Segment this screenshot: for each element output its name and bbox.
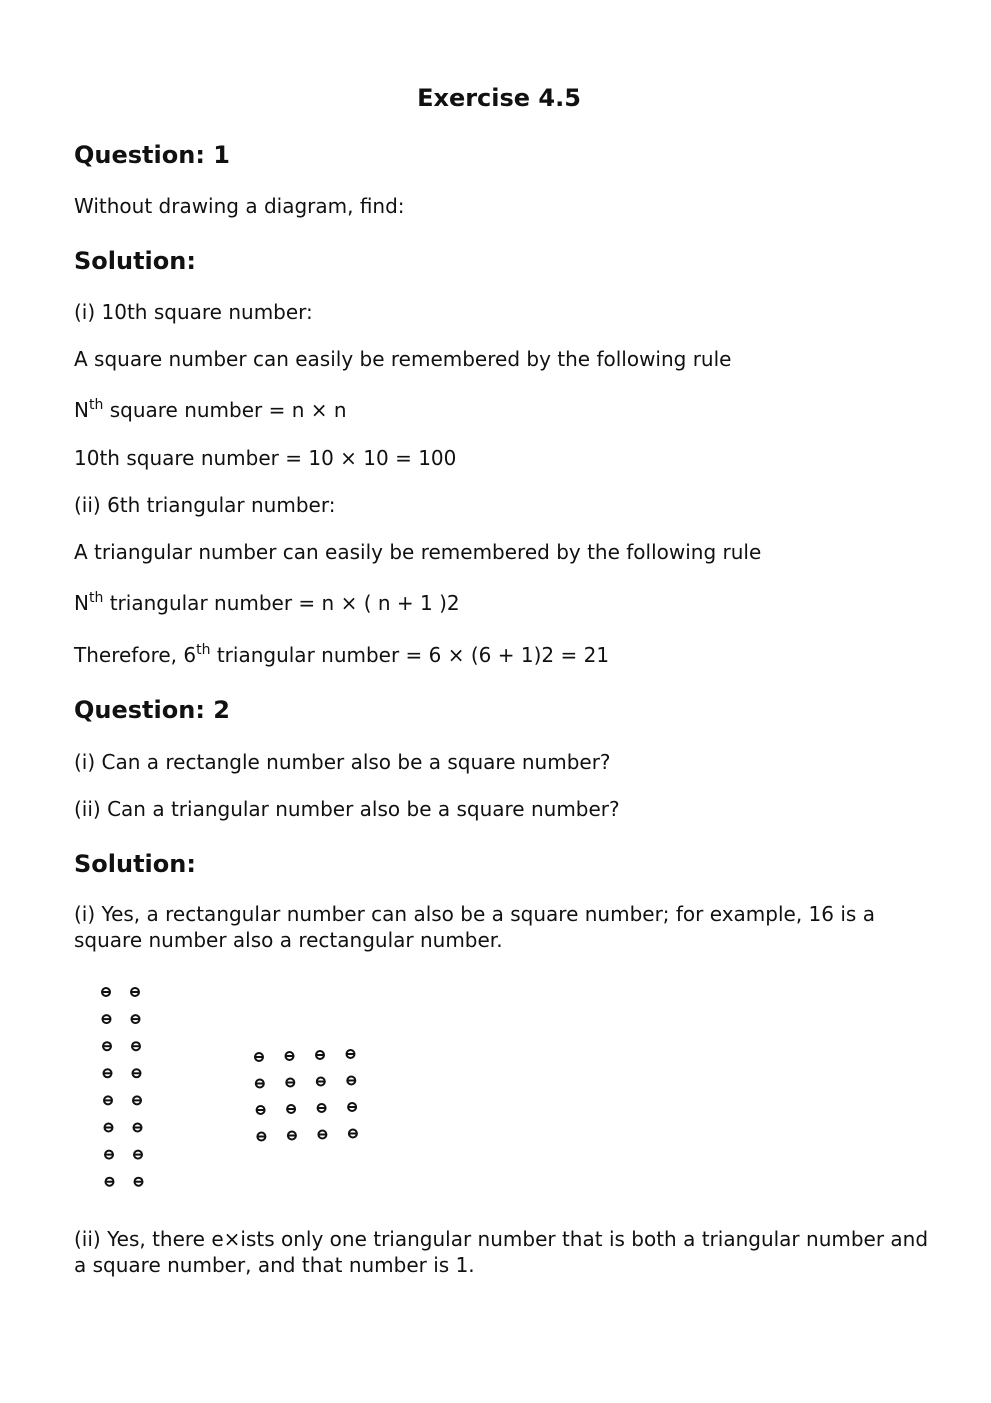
rectangle-dot xyxy=(106,1178,114,1186)
square-dot xyxy=(287,1105,295,1113)
square-dot-figure xyxy=(255,1050,357,1141)
triangular-rule-sup: th xyxy=(88,590,104,606)
square-dot xyxy=(316,1051,324,1059)
question-2-part-1: (i) Can a rectangle number also be a square number? xyxy=(74,750,611,774)
square-dot xyxy=(349,1130,357,1138)
rectangle-dot xyxy=(134,1124,142,1132)
rectangle-dot xyxy=(102,988,110,996)
question-2-part-2: (ii) Can a triangular number also be a square number? xyxy=(74,797,620,821)
question-2-heading: Question: 2 xyxy=(74,696,230,724)
square-dot xyxy=(317,1078,325,1086)
solution-1-line-5: A triangular number can easily be remembered by the following rule xyxy=(74,540,762,564)
square-rule-sup: th xyxy=(88,397,104,413)
rectangle-dot xyxy=(135,1178,143,1186)
square-rule-rest: square number = n × n xyxy=(103,398,347,422)
square-dot xyxy=(347,1077,355,1085)
therefore-rest: triangular number = 6 × (6 + 1)2 = 21 xyxy=(210,643,610,667)
triangular-rule-base: N xyxy=(74,591,89,615)
exercise-title: Exercise 4.5 xyxy=(417,84,581,112)
solution-1-line-3: 10th square number = 10 × 10 = 100 xyxy=(74,446,457,470)
square-dot xyxy=(347,1050,355,1058)
rectangle-dot xyxy=(132,1042,140,1050)
therefore-sup: th xyxy=(196,642,211,658)
square-dot xyxy=(257,1106,265,1114)
rectangle-dot xyxy=(133,1096,141,1104)
solution-1-line-2: A square number can easily be remembered by the following rule xyxy=(74,347,732,371)
rectangle-dot xyxy=(134,1151,142,1159)
triangular-rule-rest: triangular number = n × ( n + 1 )2 xyxy=(103,591,460,615)
solution-2-answer-2: (ii) Yes, there e×ists only one triangular number that is both a triangular number and a square number, and that number is 1. xyxy=(74,1227,929,1277)
square-dot xyxy=(286,1052,294,1060)
solution-2-answer-1: (i) Yes, a rectangular number can also be a square number; for example, 16 is a square number also a rectangular number. xyxy=(74,902,875,952)
solution-1-heading: Solution: xyxy=(74,247,196,275)
rectangle-dot xyxy=(104,1096,112,1104)
square-dot xyxy=(257,1133,265,1141)
rectangle-dot xyxy=(133,1069,141,1077)
therefore-base: Therefore, 6 xyxy=(74,643,197,667)
rectangle-dot xyxy=(104,1069,112,1077)
rectangle-dot xyxy=(105,1124,113,1132)
solution-1-line-1: (i) 10th square number: xyxy=(74,300,313,324)
square-dot xyxy=(318,1131,326,1139)
solution-1-line-4: (ii) 6th triangular number: xyxy=(74,493,336,517)
rectangle-dot xyxy=(132,1015,140,1023)
square-dot xyxy=(288,1132,296,1140)
square-dot xyxy=(348,1103,356,1111)
rectangle-dot xyxy=(103,1042,111,1050)
square-dot xyxy=(255,1053,263,1061)
square-dot xyxy=(318,1104,326,1112)
rectangle-dot-figure xyxy=(102,988,143,1186)
square-dot xyxy=(286,1079,294,1087)
rectangle-dot xyxy=(105,1151,113,1159)
square-dot xyxy=(256,1080,264,1088)
square-rule-base: N xyxy=(74,398,89,422)
rectangle-dot xyxy=(103,1015,111,1023)
rectangle-dot xyxy=(131,988,139,996)
question-1-heading: Question: 1 xyxy=(74,141,230,169)
question-1-text: Without drawing a diagram, find: xyxy=(74,194,405,218)
solution-2-heading: Solution: xyxy=(74,850,196,878)
